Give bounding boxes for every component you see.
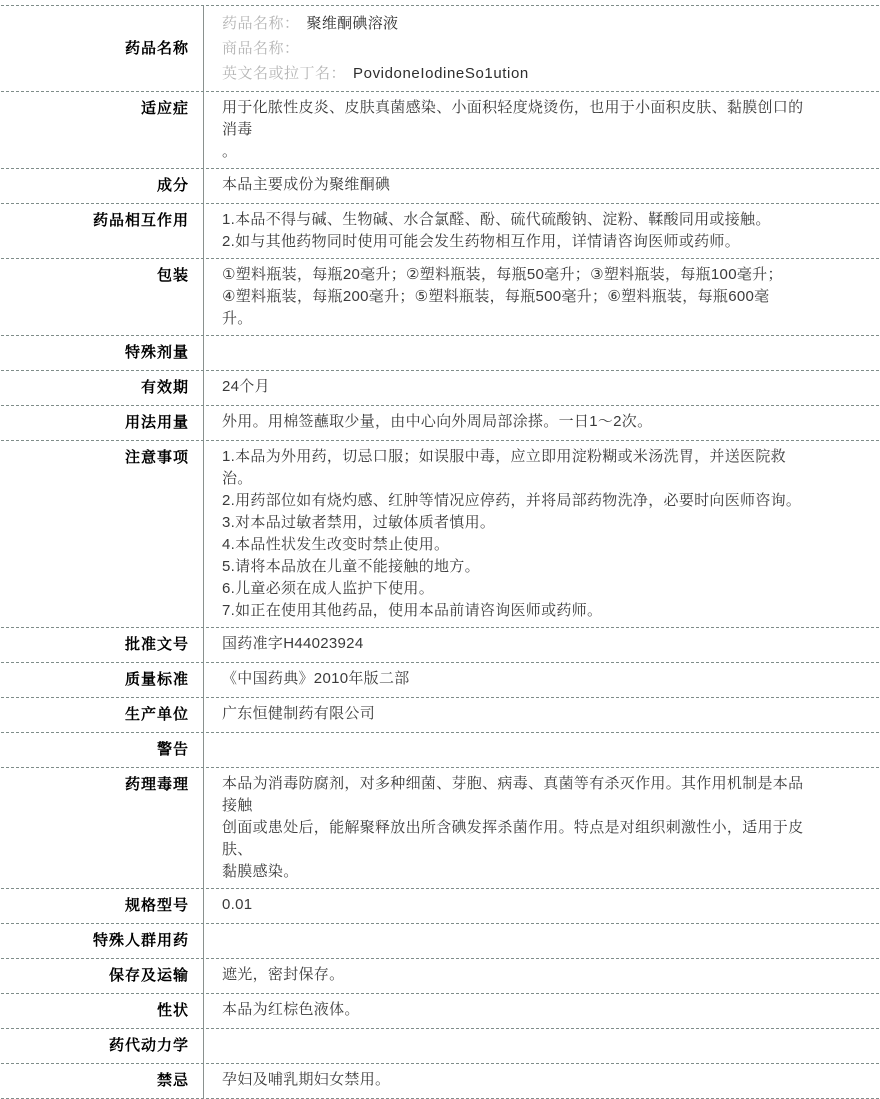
content-line: 外用。用棉签蘸取少量，由中心向外周局部涂搽。一日1～2次。 (222, 413, 653, 430)
row-label-cell (1, 406, 204, 440)
table-row (1, 994, 879, 1029)
row-label: 成分 (156, 177, 189, 194)
row-content (204, 663, 879, 697)
row-content (204, 371, 879, 405)
row-label: 适应症 (140, 100, 189, 117)
table-row (1, 628, 879, 663)
row-label-cell (1, 768, 204, 888)
row-label: 药理毒理 (124, 776, 189, 793)
row-label: 质量标准 (124, 671, 189, 688)
table-row (1, 406, 879, 441)
row-content (204, 92, 879, 168)
content-line: ①塑料瓶装，每瓶20毫升；②塑料瓶装，每瓶50毫升；③塑料瓶装，每瓶100毫升； (222, 266, 783, 283)
table-row (1, 204, 879, 259)
table-row (1, 336, 879, 371)
content-line: 孕妇及哺乳期妇女禁用。 (222, 1071, 391, 1088)
field-line (222, 61, 815, 86)
row-label: 特殊人群用药 (92, 932, 189, 949)
row-label-cell (1, 204, 204, 258)
row-content (204, 698, 879, 732)
table-row (1, 441, 879, 628)
row-label-cell (1, 441, 204, 627)
content-line: 创面或患处后，能解聚释放出所含碘发挥杀菌作用。特点是对组织刺激性小，适用于皮肤、 (222, 819, 804, 858)
row-content (204, 406, 879, 440)
field-value: PovidoneIodineSo1ution (353, 65, 529, 82)
row-content (204, 6, 879, 91)
table-row (1, 924, 879, 959)
row-label-cell (1, 663, 204, 697)
row-label: 警告 (156, 741, 189, 758)
row-label-cell (1, 628, 204, 662)
field-value: 聚维酮碘溶液 (306, 15, 399, 32)
row-label: 保存及运输 (108, 967, 189, 984)
row-content (204, 768, 879, 888)
table-row (1, 698, 879, 733)
field-line (222, 36, 815, 61)
row-content (204, 994, 879, 1028)
content-line: 2.用药部位如有烧灼感、红肿等情况应停药，并将局部药物洗净，必要时向医师咨询。 (222, 492, 802, 509)
table-row (1, 1064, 879, 1099)
content-line: 1.本品不得与碱、生物碱、水合氯醛、酚、硫代硫酸钠、淀粉、鞣酸同用或接触。 (222, 211, 771, 228)
row-content (204, 1064, 879, 1098)
row-label-cell (1, 336, 204, 370)
content-line: 遮光，密封保存。 (222, 966, 345, 983)
row-label: 批准文号 (124, 636, 189, 653)
content-line: 黏膜感染。 (222, 863, 299, 880)
row-content (204, 924, 879, 958)
table-row (1, 1029, 879, 1064)
content-line: 24个月 (222, 378, 270, 395)
row-content (204, 169, 879, 203)
content-line: 0.01 (222, 896, 253, 913)
row-label: 性状 (156, 1002, 189, 1019)
content-line: 。 (222, 143, 238, 160)
content-line: ④塑料瓶装，每瓶200毫升；⑤塑料瓶装，每瓶500毫升；⑥塑料瓶装，每瓶600毫 (222, 288, 770, 305)
table-row (1, 959, 879, 994)
row-label: 药品相互作用 (92, 212, 189, 229)
row-label: 用法用量 (124, 414, 189, 431)
row-label-cell (1, 924, 204, 958)
content-line: 国药准字H44023924 (222, 635, 364, 652)
row-label-cell (1, 371, 204, 405)
table-row (1, 768, 879, 889)
content-line: 4.本品性状发生改变时禁止使用。 (222, 536, 450, 553)
table-row (1, 259, 879, 336)
content-line: 1.本品为外用药，切忌口服；如误服中毒，应立即用淀粉糊或米汤洗胃，并送医院救治。 (222, 448, 786, 487)
row-label-cell (1, 959, 204, 993)
row-label: 禁忌 (156, 1072, 189, 1089)
row-content (204, 1029, 879, 1063)
row-label: 有效期 (140, 379, 189, 396)
row-content (204, 733, 879, 767)
row-label-cell (1, 6, 204, 91)
content-line: 2.如与其他药物同时使用可能会发生药物相互作用，详情请咨询医师或药师。 (222, 233, 741, 250)
row-label-cell (1, 698, 204, 732)
field-name: 商品名称： (222, 40, 300, 57)
row-label-cell (1, 994, 204, 1028)
content-line: 5.请将本品放在儿童不能接触的地方。 (222, 558, 480, 575)
row-content (204, 204, 879, 258)
row-label: 包装 (156, 267, 189, 284)
row-content (204, 441, 879, 627)
row-label-cell (1, 92, 204, 168)
field-name: 英文名或拉丁名： (222, 65, 347, 82)
table-row (1, 169, 879, 204)
content-line: 本品为消毒防腐剂，对多种细菌、芽胞、病毒、真菌等有杀灭作用。其作用机制是本品接触 (222, 775, 804, 814)
row-content (204, 959, 879, 993)
drug-info-table (1, 5, 879, 1099)
row-label: 生产单位 (124, 706, 189, 723)
content-line: 本品为红棕色液体。 (222, 1001, 360, 1018)
table-row (1, 889, 879, 924)
row-label-cell (1, 1064, 204, 1098)
row-content (204, 259, 879, 335)
content-line: 3.对本品过敏者禁用，过敏体质者慎用。 (222, 514, 496, 531)
row-label: 药品名称 (124, 39, 189, 57)
table-row (1, 733, 879, 768)
row-label-cell (1, 733, 204, 767)
table-row (1, 6, 879, 92)
row-label: 注意事项 (124, 449, 189, 466)
field-name: 药品名称： (222, 15, 300, 32)
content-line: 本品主要成份为聚维酮碘 (222, 176, 391, 193)
row-label: 规格型号 (124, 897, 189, 914)
content-line: 用于化脓性皮炎、皮肤真菌感染、小面积轻度烧烫伤，也用于小面积皮肤、黏膜创口的消毒 (222, 99, 804, 138)
content-line: 《中国药典》2010年版二部 (222, 670, 410, 687)
row-label: 特殊剂量 (124, 344, 189, 361)
content-line: 升。 (222, 310, 253, 327)
row-label: 药代动力学 (108, 1037, 189, 1054)
row-content (204, 889, 879, 923)
content-line: 7.如正在使用其他药品，使用本品前请咨询医师或药师。 (222, 602, 603, 619)
row-label-cell (1, 889, 204, 923)
row-label-cell (1, 169, 204, 203)
content-line: 广东恒健制药有限公司 (222, 705, 376, 722)
table-row (1, 92, 879, 169)
row-content (204, 336, 879, 370)
content-line: 6.儿童必须在成人监护下使用。 (222, 580, 435, 597)
row-content (204, 628, 879, 662)
field-line (222, 11, 815, 36)
row-label-cell (1, 1029, 204, 1063)
row-label-cell (1, 259, 204, 335)
table-row (1, 371, 879, 406)
table-row (1, 663, 879, 698)
